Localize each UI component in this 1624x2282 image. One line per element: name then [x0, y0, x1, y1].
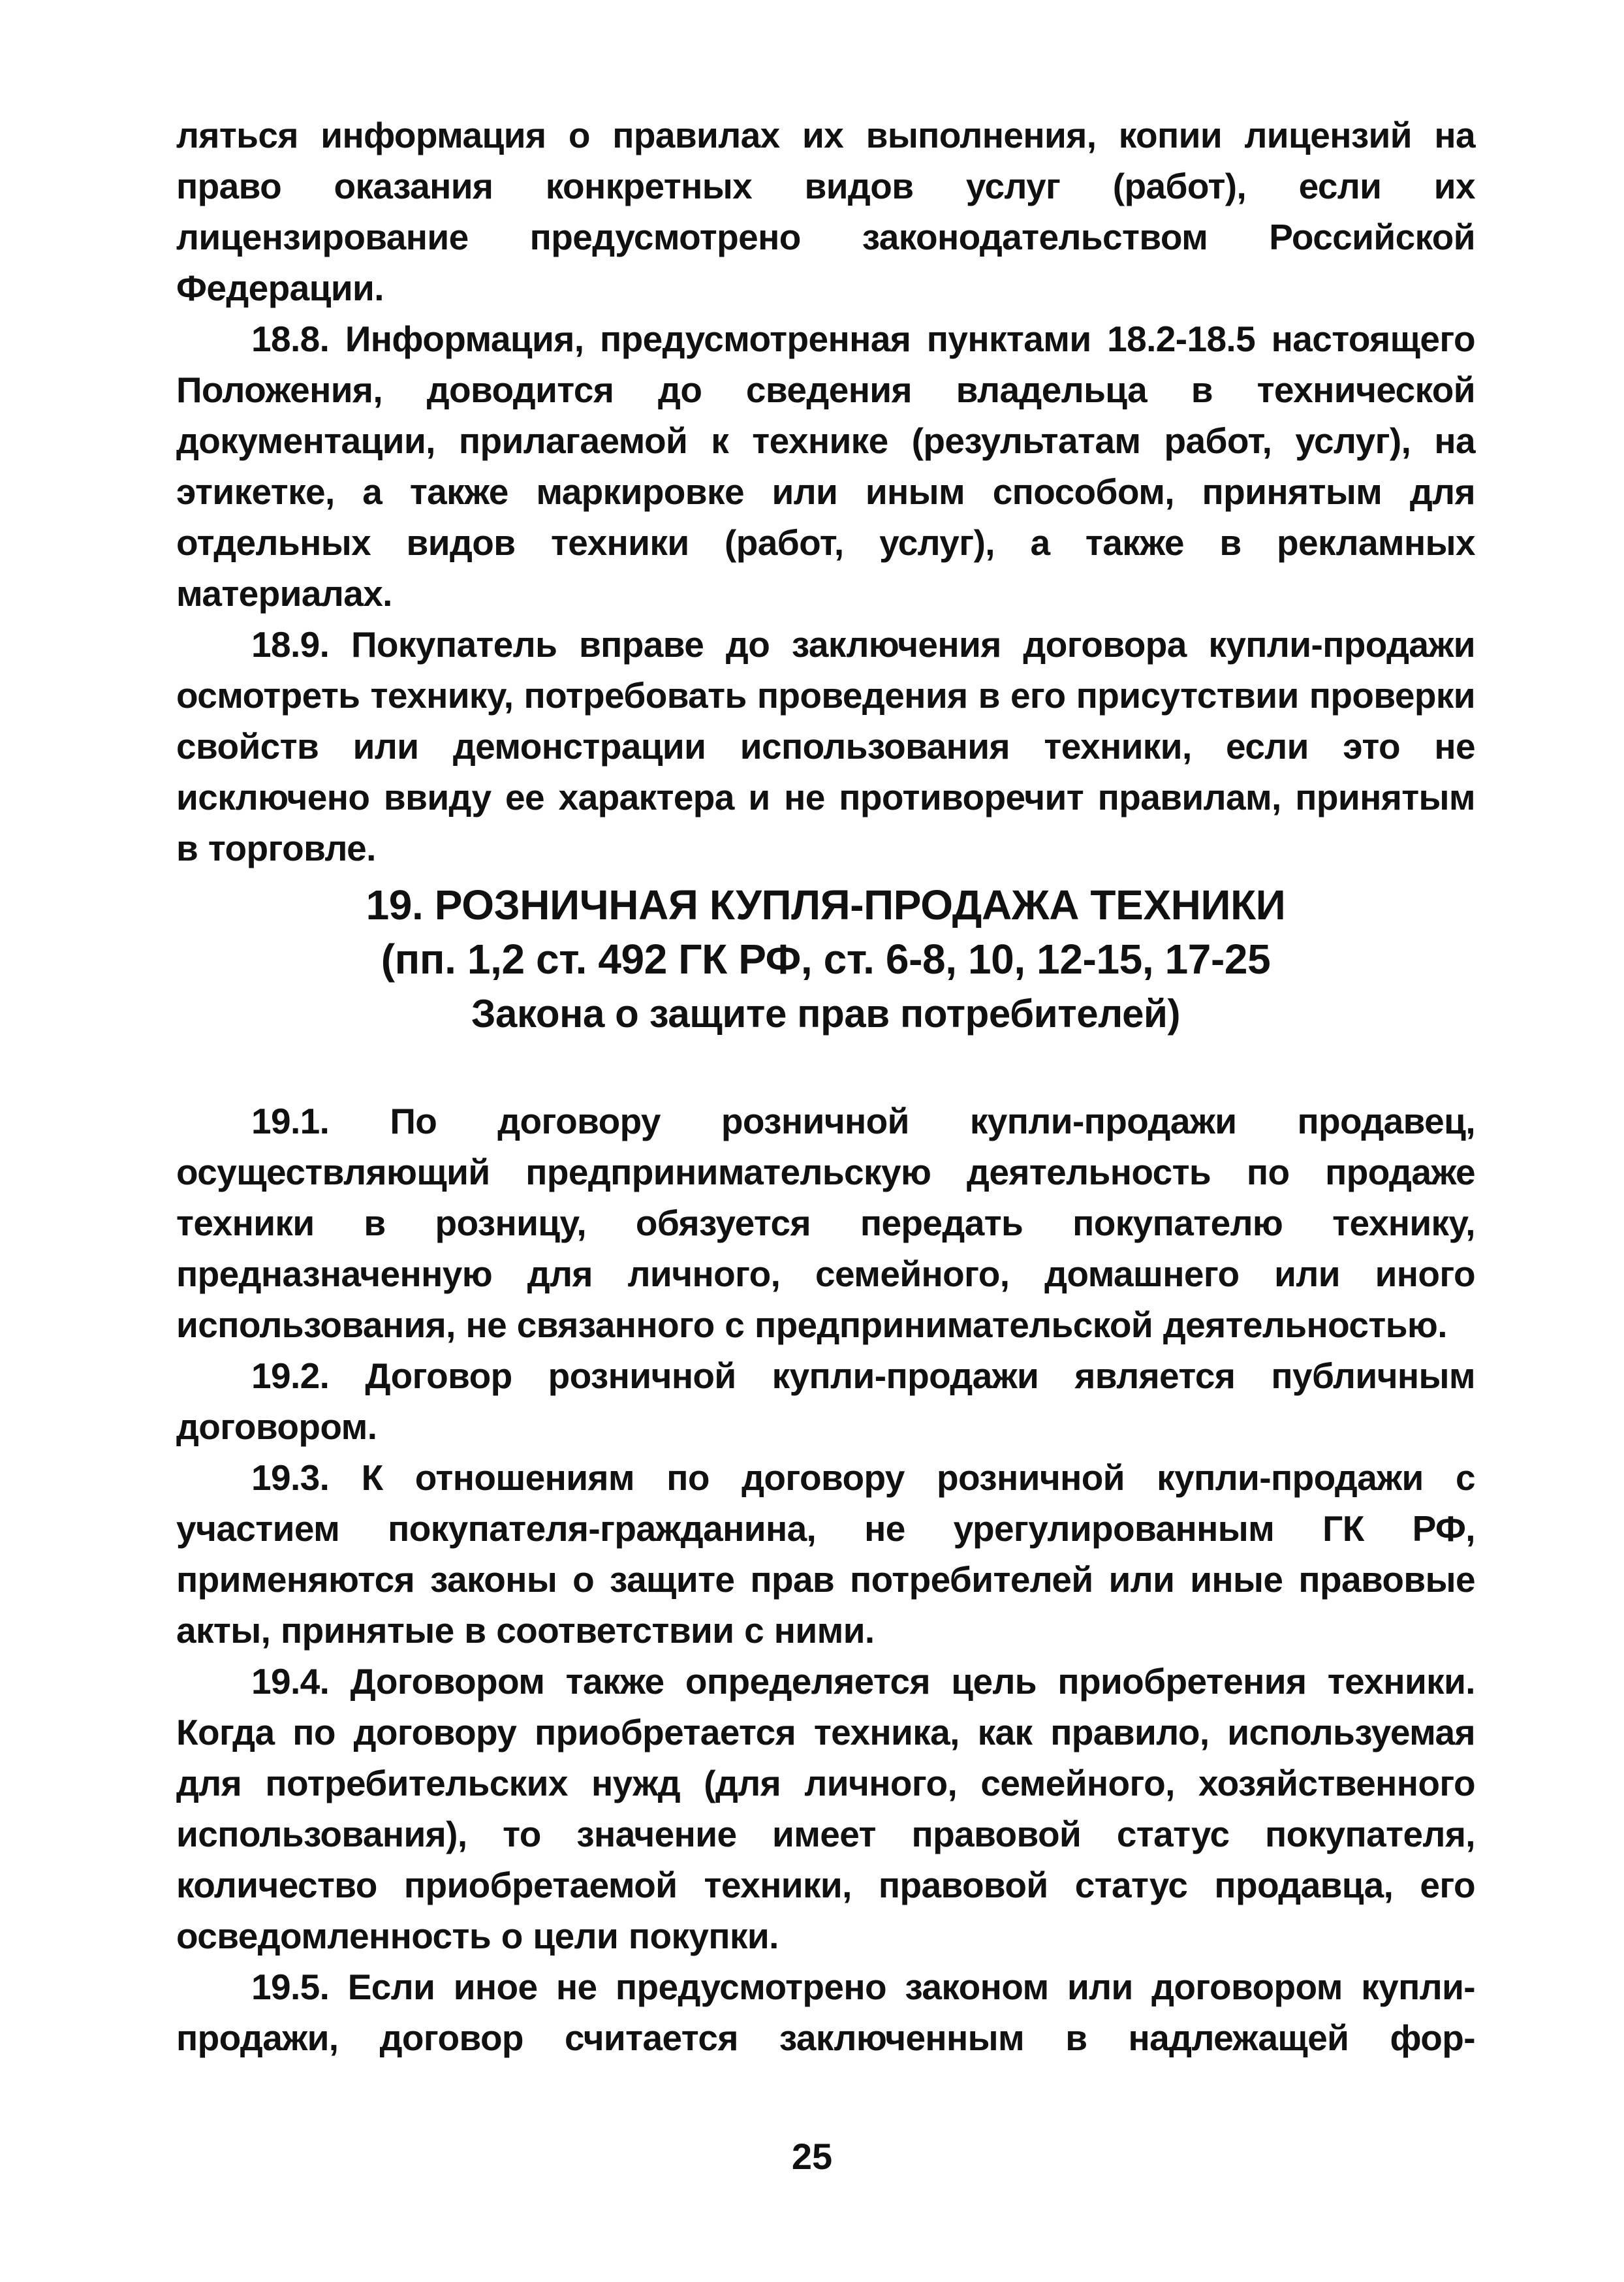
section-heading: [176, 878, 1475, 1041]
paragraph-18-9: 18.9. Покупатель вправе до заключения договора купли-продажи осмотреть технику, потребовать проведения в его присутствии проверки свойств или демонстрации использования техники, если это не исключено ввиду ее характера и не противоречит правилам, принятым в торговле.: [176, 624, 1475, 868]
paragraph-18-8: 18.8. Информация, предусмотренная пунктами 18.2-18.5 настоящего Положения, доводится до сведения владельца в технической документации, прилагаемой к технике (результатам работ, услуг), на этикетке, а также маркировке или иным способом, принятым для отдельных видов техники (работ, услуг), а также в рекламных материалах.: [176, 319, 1475, 614]
top-text-block: [176, 110, 1475, 874]
section-references: (пп. 1,2 ст. 492 ГК РФ, ст. 6-8, 10, 12-15, 17-25: [381, 936, 1271, 983]
section-law-name: Закона о защите прав потребителей): [471, 992, 1181, 1036]
paragraph-continuation: ляться информация о правилах их выполнения, копии лицензий на право оказания конкретных видов услуг (работ), если их лицензирование предусмотрено законодательством Российской Федерации.: [176, 115, 1475, 308]
paragraph-19-4: 19.4. Договором также определяется цель приобретения техники. Когда по договору приобретается техника, как правило, используемая для потребительских нужд (для личного, семейного, хозяйственного использования), то значение имеет правовой статус покупателя, количество приобретаемой техники, правовой статус продавца, его осведомленность о цели покупки.: [176, 1661, 1475, 1956]
paragraph-19-2: 19.2. Договор розничной купли-продажи является публичным договором.: [176, 1355, 1475, 1447]
section-title: 19. РОЗНИЧНАЯ КУПЛЯ-ПРОДАЖА ТЕХНИКИ: [366, 881, 1286, 928]
paragraph-19-5: 19.5. Если иное не предусмотрено законом или договором купли-продажи, договор считается заключенным в надлежащей фор-: [176, 1967, 1475, 2058]
paragraph-19-1: 19.1. По договору розничной купли-продажи продавец, осуществляющий предпринимательскую деятельность по продаже техники в розницу, обязуется передать покупателю технику, предназначенную для личного, семейного, домашнего или иного использования, не связанного с предпринимательской деятельностью.: [176, 1101, 1475, 1345]
paragraph-19-3: 19.3. К отношениям по договору розничной купли-продажи с участием покупателя-гражданина, не урегулированным ГК РФ, применяются законы о защите прав потребителей или иные правовые акты, принятые в соответствии с ними.: [176, 1457, 1475, 1651]
section-text-block: [176, 1096, 1475, 2063]
page-number: 25: [791, 2136, 833, 2177]
